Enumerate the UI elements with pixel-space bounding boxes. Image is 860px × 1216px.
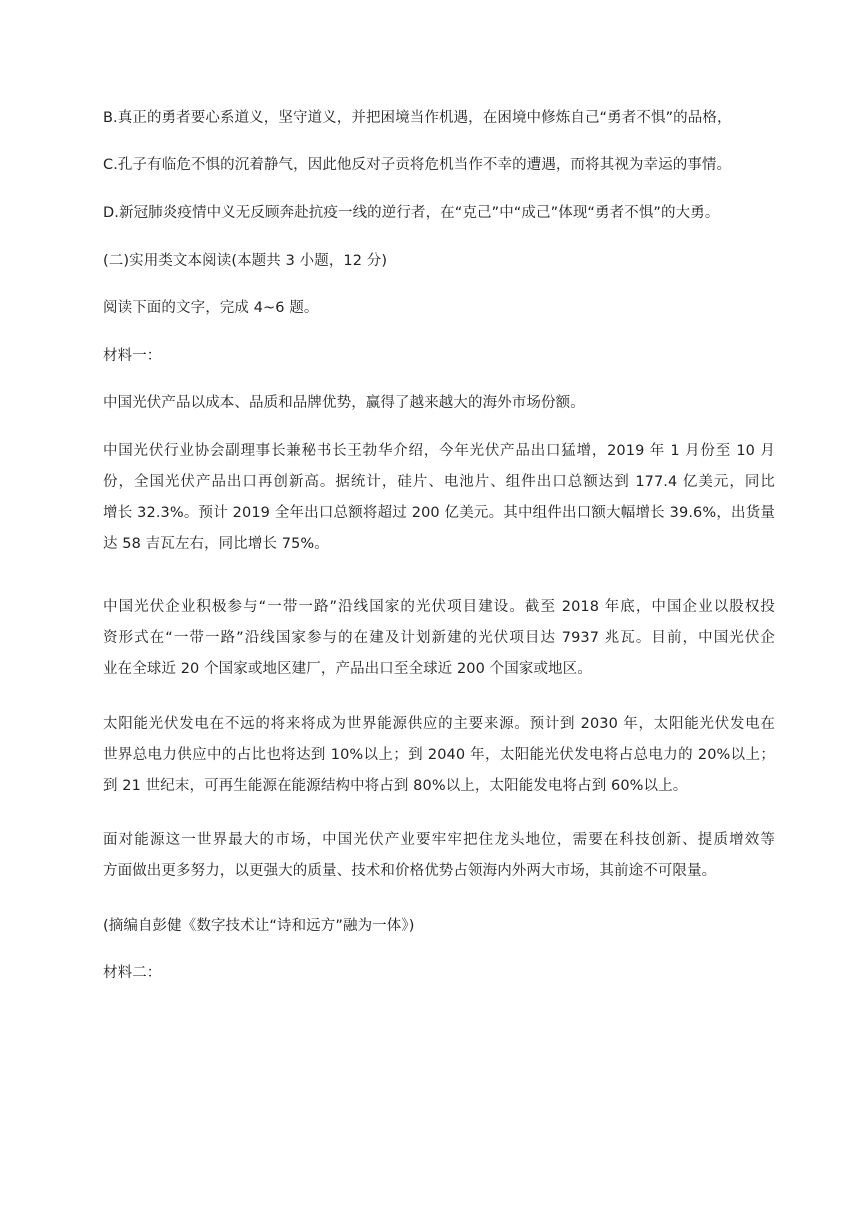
option-d-text: D.新冠肺炎疫情中义无反顾奔赴抗疫一线的逆行者，在“克己”中“成己”体现“勇者不惧”的大勇。 xyxy=(103,205,720,221)
material-two-label xyxy=(103,958,775,989)
option-b-text: B.真正的勇者要心系道义，坚守道义，并把困境当作机遇，在困境中修炼自己“勇者不惧”的品格， xyxy=(103,110,732,126)
paragraph-line: 太阳能光伏发电在不远的将来将成为世界能源供应的主要来源。预计到 2030 年，太阳能光伏发电在 xyxy=(103,716,775,732)
paragraph-line: 中国光伏产品以成本、品质和品牌优势，赢得了越来越大的海外市场份额。 xyxy=(103,395,585,411)
section-heading xyxy=(103,246,775,277)
material-one-paragraph-1 xyxy=(103,388,775,419)
paragraph-line: 达 58 吉瓦左右，同比增长 75%。 xyxy=(103,536,329,552)
paragraph-line: 世界总电力供应中的占比也将达到 10%以上；到 2040 年，太阳能光伏发电将占总电力的 20%以上； xyxy=(103,747,775,763)
paragraph-line: 增长 32.3%。预计 2019 全年出口总额将超过 200 亿美元。其中组件出口额大幅增长 39.6%，出货量 xyxy=(103,505,775,521)
paragraph-line: 业在全球近 20 个国家或地区建厂，产品出口至全球近 200 个国家或地区。 xyxy=(103,661,592,677)
material-one-source xyxy=(103,911,775,942)
option-b xyxy=(103,103,775,134)
paragraph-line: 到 21 世纪末，可再生能源在能源结构中将占到 80%以上，太阳能发电将占到 60%以上。 xyxy=(103,778,688,794)
paragraph-line: 中国光伏行业协会副理事长兼秘书长王勃华介绍，今年光伏产品出口猛增，2019 年 1 月份至 10 月 xyxy=(103,443,775,459)
material-one-paragraph-3 xyxy=(103,592,775,685)
section-heading-text: (二)实用类文本阅读(本题共 3 小题，12 分) xyxy=(103,253,388,269)
material-one-paragraph-5 xyxy=(103,825,775,887)
option-d xyxy=(103,198,775,229)
paragraph-line: 面对能源这一世界最大的市场，中国光伏产业要牢牢把住龙头地位，需要在科技创新、提质增效等 xyxy=(103,832,775,848)
material-one-paragraph-4 xyxy=(103,709,775,802)
paragraph-line: 份，全国光伏产品出口再创新高。据统计，硅片、电池片、组件出口总额达到 177.4 亿美元，同比 xyxy=(103,474,775,490)
material-one-paragraph-2 xyxy=(103,436,775,560)
material-one-label xyxy=(103,341,775,372)
source-citation: (摘编自彭健《数字技术让“诗和远方”融为一体》) xyxy=(103,918,415,934)
paragraph-line: 中国光伏企业积极参与“一带一路”沿线国家的光伏项目建设。截至 2018 年底，中国企业以股权投 xyxy=(103,599,775,615)
material-one-label-text: 材料一： xyxy=(103,348,162,364)
option-c xyxy=(103,150,775,181)
option-c-text: C.孔子有临危不惧的沉着静气，因此他反对子贡将危机当作不幸的遭遇，而将其视为幸运的事情。 xyxy=(103,157,732,173)
reading-instruction xyxy=(103,293,775,324)
paragraph-line: 方面做出更多努力，以更强大的质量、技术和价格优势占领海内外两大市场，其前途不可限量。 xyxy=(103,863,717,879)
material-two-label-text: 材料二： xyxy=(103,965,162,981)
reading-instruction-text: 阅读下面的文字，完成 4~6 题。 xyxy=(103,300,319,316)
paragraph-line: 资形式在“一带一路”沿线国家参与的在建及计划新建的光伏项目达 7937 兆瓦。目前，中国光伏企 xyxy=(103,630,775,646)
